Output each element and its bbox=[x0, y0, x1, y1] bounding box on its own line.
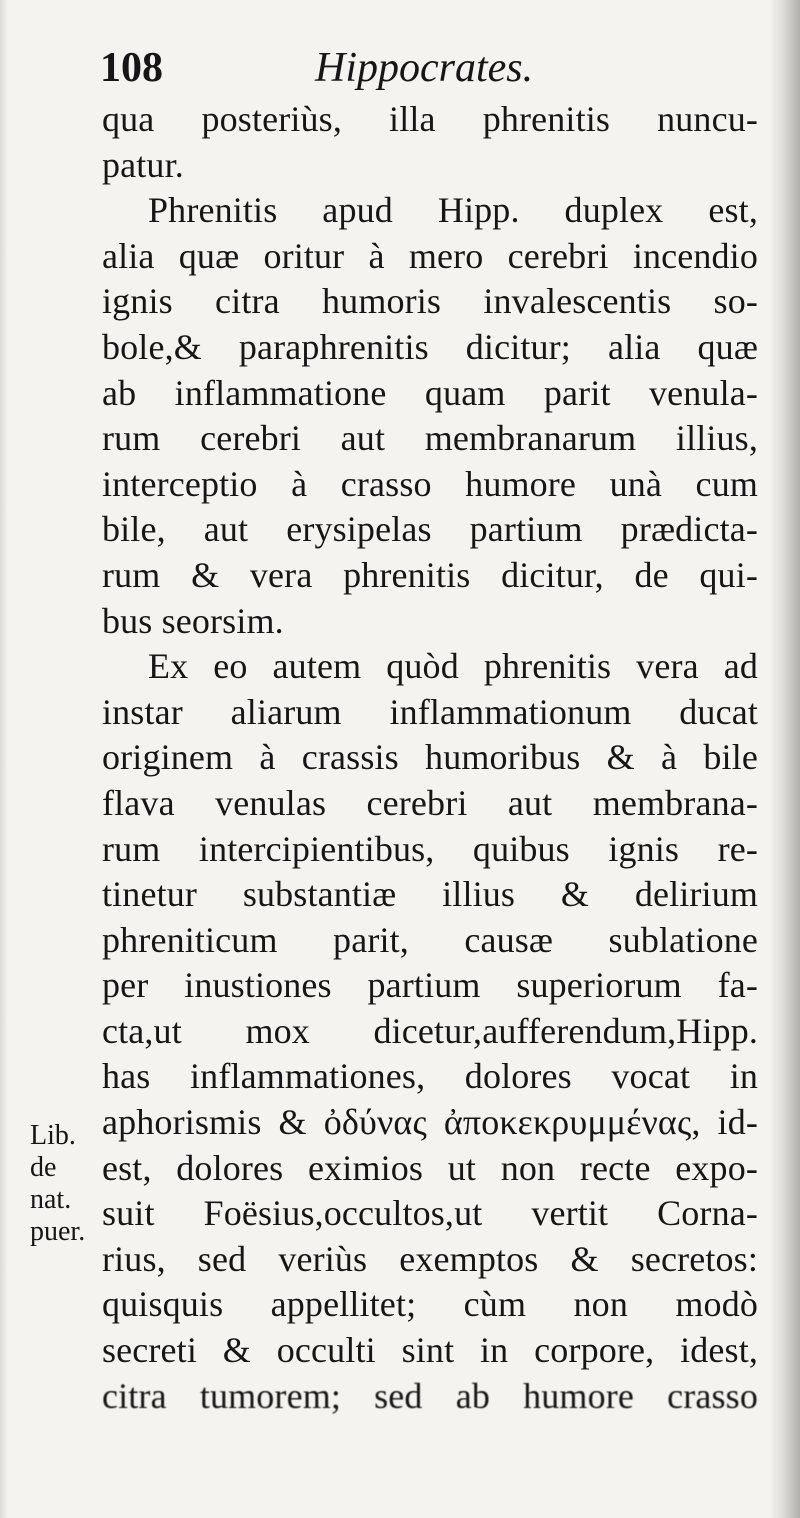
margin-note-line: puer. bbox=[30, 1216, 86, 1247]
body-text bbox=[102, 97, 758, 1419]
text-line: tinetur substantiæ illius & delirium bbox=[102, 874, 758, 915]
text-line: phreniticum parit, causæ sublatione bbox=[102, 919, 758, 960]
text-line: bus seorsim. bbox=[102, 600, 284, 641]
text-line: alia quæ oritur à mero cerebri incendio bbox=[102, 235, 758, 276]
page-number: 108 bbox=[100, 45, 163, 91]
page-gutter-shadow-right bbox=[770, 0, 800, 1518]
text-line: bile, aut erysipelas partium prædicta- bbox=[102, 509, 758, 550]
margin-note-line: de bbox=[30, 1152, 57, 1183]
text-line: est, dolores eximios ut non recte expo- bbox=[102, 1147, 758, 1188]
text-line: cta,ut mox dicetur,aufferendum,Hipp. bbox=[102, 1010, 758, 1051]
text-line: originem à crassis humoribus & à bile bbox=[102, 737, 758, 778]
text-line: rum intercipientibus, quibus ignis re- bbox=[102, 828, 758, 869]
margin-note-line: nat. bbox=[30, 1184, 72, 1215]
text-line: per inustiones partium superiorum fa- bbox=[102, 965, 758, 1006]
text-line: quisquis appellitet; cùm non modò bbox=[102, 1284, 758, 1325]
text-line: ignis citra humoris invalescentis so- bbox=[102, 281, 758, 322]
text-line: rum & vera phrenitis dicitur, de qui- bbox=[102, 554, 758, 595]
text-line: rum cerebri aut membranarum illius, bbox=[102, 418, 758, 459]
paragraph-first-line: Ex eo autem quòd phrenitis vera ad bbox=[148, 646, 758, 687]
text-line: aphorismis & ὀδύνας ἀποκεκρυμμένας, id- bbox=[102, 1102, 758, 1143]
text-line: patur. bbox=[102, 144, 184, 185]
text-line: flava venulas cerebri aut membrana- bbox=[102, 782, 758, 823]
text-line: instar aliarum inflammationum ducat bbox=[102, 691, 758, 732]
text-line: citra tumorem; sed ab humore crasso bbox=[102, 1375, 758, 1416]
page-gutter-shadow-left bbox=[0, 0, 8, 1518]
text-line: suit Foësius,occultos,ut vertit Corna- bbox=[102, 1193, 758, 1234]
page-header bbox=[100, 40, 740, 96]
margin-note bbox=[30, 1120, 110, 1248]
text-line: rius, sed veriùs exemptos & secretos: bbox=[102, 1238, 758, 1279]
paragraph-first-line: Phrenitis apud Hipp. duplex est, bbox=[148, 190, 758, 231]
text-line: ab inflammatione quam parit venula- bbox=[102, 372, 758, 413]
text-line: has inflammationes, dolores vocat in bbox=[102, 1056, 758, 1097]
text-line: interceptio à crasso humore unà cum bbox=[102, 463, 758, 504]
text-line: secreti & occulti sint in corpore, idest, bbox=[102, 1330, 758, 1371]
margin-note-line: Lib. bbox=[30, 1120, 76, 1151]
text-line: bole,& paraphrenitis dicitur; alia quæ bbox=[102, 326, 758, 367]
text-line: qua posteriùs, illa phrenitis nuncu- bbox=[102, 99, 758, 139]
running-title: Hippocrates. bbox=[315, 45, 534, 91]
